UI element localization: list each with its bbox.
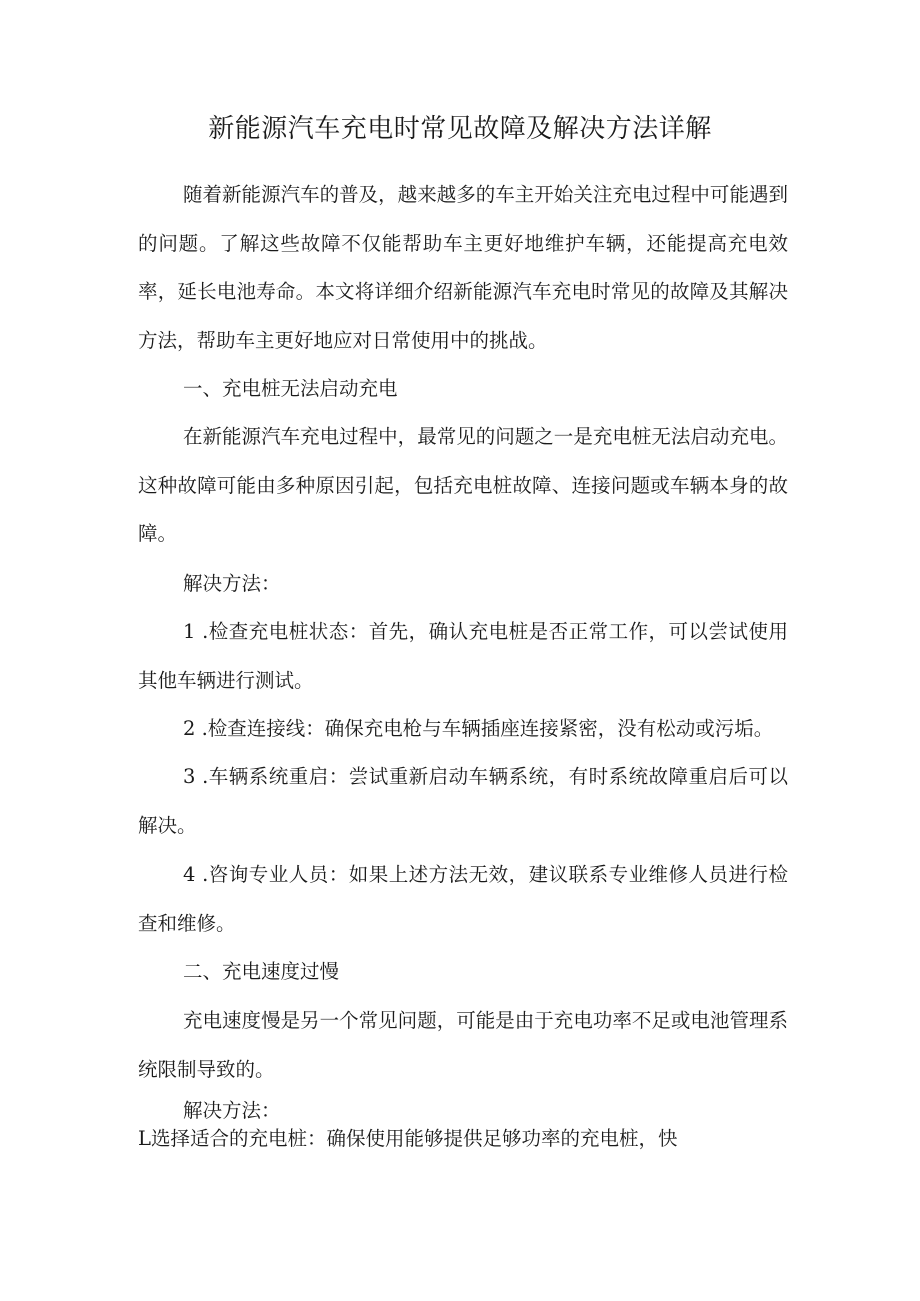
section-1-solution-3: 3 .车辆系统重启：尝试重新启动车辆系统，有时系统故障重启后可以解决。 (138, 765, 788, 837)
section-1-solution-4: 4 .咨询专业人员：如果上述方法无效，建议联系专业维修人员进行检查和维修。 (138, 863, 788, 935)
section-2-heading: 二、充电速度过慢 (183, 960, 340, 983)
section-1-paragraph: 在新能源汽车充电过程中，最常见的问题之一是充电桩无法启动充电。这种故障可能由多种原因引起，包括充电桩故障、连接问题或车辆本身的故障。 (138, 425, 788, 545)
section-1-heading: 一、充电桩无法启动充电 (183, 377, 398, 400)
section-1-solution-1: 1 .检查充电桩状态：首先，确认充电桩是否正常工作，可以尝试使用其他车辆进行测试。 (138, 620, 788, 692)
section-1-solutions-label: 解决方法： (183, 572, 281, 595)
section-2-solution-1: L选择适合的充电桩：确保使用能够提供足够功率的充电桩，快 (138, 1127, 678, 1150)
section-2-paragraph: 充电速度慢是另一个常见问题，可能是由于充电功率不足或电池管理系统限制导致的。 (138, 1009, 788, 1081)
document-title: 新能源汽车充电时常见故障及解决方法详解 (208, 114, 712, 144)
section-2-solutions-label: 解决方法： (183, 1099, 281, 1122)
section-1-solution-2: 2 .检查连接线：确保充电枪与车辆插座连接紧密，没有松动或污垢。 (183, 717, 774, 740)
intro-paragraph: 随着新能源汽车的普及，越来越多的车主开始关注充电过程中可能遇到的问题。了解这些故障不仅能帮助车主更好地维护车辆，还能提高充电效率，延长电池寿命。本文将详细介绍新能源汽车充电时常见的故障及其解决方法，帮助车主更好地应对日常使用中的挑战。 (138, 183, 788, 352)
